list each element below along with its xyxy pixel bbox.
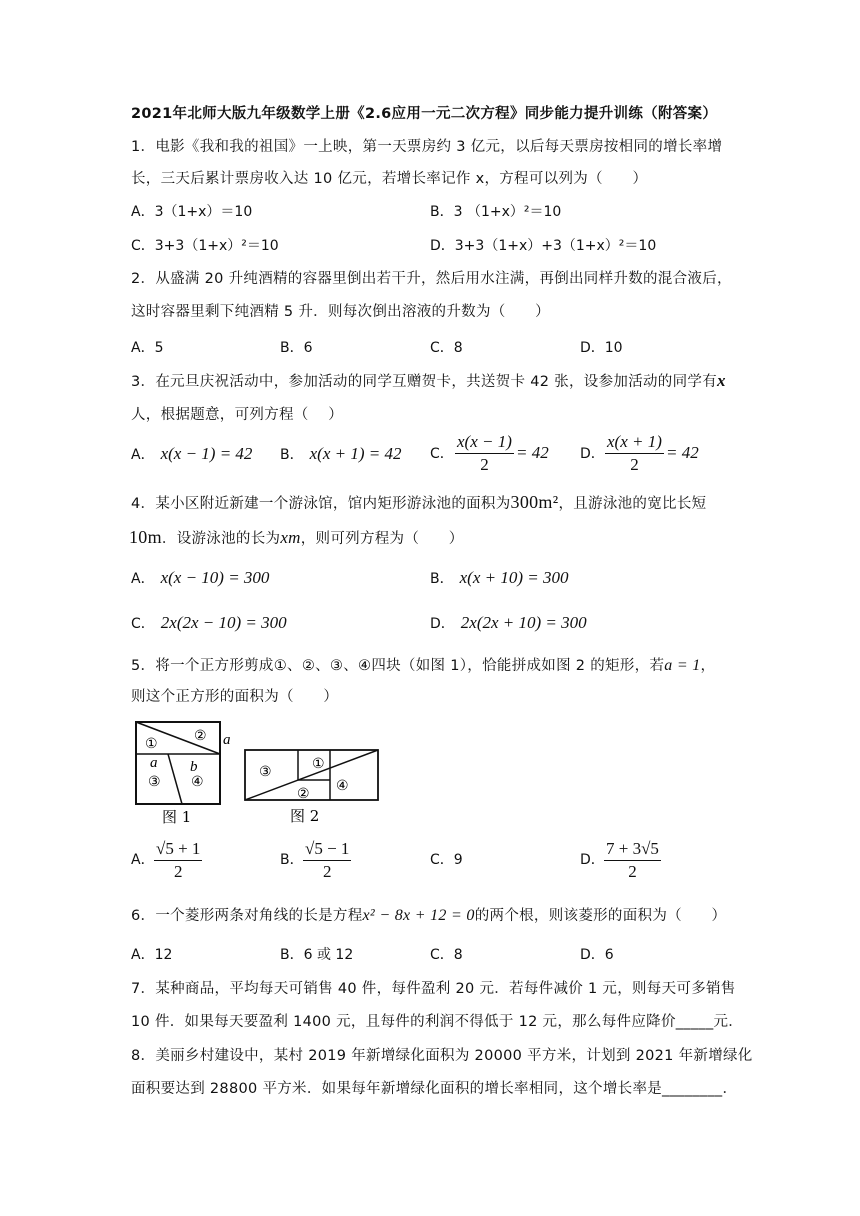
q7-stem-line2: 10 件．如果每天要盈利 1400 元，且每件的利润不得低于 12 元，那么每件应降价_____元． bbox=[131, 1014, 744, 1030]
q6-option-d: D．6 bbox=[580, 947, 614, 963]
q5-option-b-label: B． bbox=[280, 852, 304, 868]
q8-stem-line2: 面积要达到 28800 平方米．如果每年新增绿化面积的增长率相同，这个增长率是________． bbox=[131, 1081, 738, 1097]
q5-stem-text2: ， bbox=[700, 658, 716, 674]
q6-equation: x² − 8x + 12 = 0 bbox=[362, 907, 475, 924]
fig1-label-4: ④ bbox=[191, 774, 204, 790]
q4-option-a bbox=[131, 568, 269, 589]
q3-option-c-fraction bbox=[455, 432, 514, 475]
q3-option-b-label: B． bbox=[280, 447, 304, 463]
q3-option-c-denominator: 2 bbox=[480, 455, 489, 474]
q5-option-d-fraction bbox=[604, 839, 661, 882]
q4-stem-text2: ，且游泳池的宽比长短 bbox=[558, 496, 707, 512]
q4-option-a-math: x(x − 10) = 300 bbox=[160, 568, 270, 587]
q4-stem-line1 bbox=[131, 492, 706, 514]
fig1-label-b: b bbox=[190, 759, 198, 775]
fig2-caption: 图 2 bbox=[290, 807, 320, 825]
q6-option-a: A．12 bbox=[131, 947, 173, 963]
fig2-label-1: ① bbox=[312, 756, 325, 772]
q6-option-b: B．6 或 12 bbox=[280, 947, 354, 963]
q3-option-d-denominator: 2 bbox=[630, 455, 639, 474]
q4-area: 300m² bbox=[510, 492, 559, 512]
q4-option-a-label: A． bbox=[131, 571, 155, 587]
q3-option-a-label: A． bbox=[131, 447, 155, 463]
q5-option-c: C．9 bbox=[430, 852, 463, 868]
fig1-label-1: ① bbox=[145, 736, 158, 752]
fig2-label-4: ④ bbox=[336, 778, 349, 794]
q8-stem-line1: 8．美丽乡村建设中，某村 2019 年新增绿化面积为 20000 平方米，计划到 2021 年新增绿化 bbox=[131, 1048, 753, 1064]
q5-figure-1 bbox=[128, 716, 240, 828]
q4-stem-line2 bbox=[129, 527, 464, 549]
fig2-label-3: ③ bbox=[259, 764, 272, 780]
q4-option-c bbox=[131, 613, 287, 634]
fig1-caption: 图 1 bbox=[162, 808, 192, 826]
q1-option-c: C．3+3（1+x）²＝10 bbox=[131, 238, 279, 254]
q4-option-d bbox=[430, 613, 587, 634]
q5-option-d-denominator: 2 bbox=[628, 862, 637, 881]
q6-option-c: C．8 bbox=[430, 947, 463, 963]
q5-option-a-numerator: √5 + 1 bbox=[154, 839, 202, 861]
q4-option-d-math: 2x(2x + 10) = 300 bbox=[460, 613, 587, 632]
q4-option-b-math: x(x + 10) = 300 bbox=[459, 568, 569, 587]
q4-length: 10m bbox=[129, 527, 162, 547]
q7-stem-line1: 7．某种商品，平均每天可销售 40 件，每件盈利 20 元．若每件减价 1 元，则每天可多销售 bbox=[131, 981, 736, 997]
q3-stem-text: 3．在元旦庆祝活动中，参加活动的同学互赠贺卡，共送贺卡 42 张，设参加活动的同学有 bbox=[131, 374, 717, 390]
q4-option-d-label: D． bbox=[430, 616, 455, 632]
q5-option-b-fraction bbox=[303, 839, 351, 882]
q1-option-b: B．3 （1+x）²＝10 bbox=[430, 204, 562, 220]
q5-stem-line2: 则这个正方形的面积为（ ） bbox=[131, 689, 339, 705]
q5-condition: a = 1 bbox=[664, 657, 701, 674]
q4-stem-text1: 4．某小区附近新建一个游泳馆，馆内矩形游泳池的面积为 bbox=[131, 496, 511, 512]
q5-option-b-denominator: 2 bbox=[322, 862, 332, 881]
q1-option-a: A．3（1+x）＝10 bbox=[131, 204, 253, 220]
q4-option-b-label: B． bbox=[430, 571, 454, 587]
q5-option-a-denominator: 2 bbox=[173, 862, 183, 881]
q5-option-a-fraction bbox=[154, 839, 202, 882]
q3-stem-line2: 人，根据题意，可列方程（ ） bbox=[131, 407, 344, 423]
fig1-label-3: ③ bbox=[148, 774, 161, 790]
q3-option-c-numerator: x(x − 1) bbox=[455, 432, 514, 454]
q3-option-a-math: x(x − 1) = 42 bbox=[160, 444, 253, 463]
q3-option-c-rhs: = 42 bbox=[516, 443, 549, 462]
q2-option-b: B．6 bbox=[280, 340, 313, 356]
q3-variable: x bbox=[717, 371, 726, 390]
document-title: 2021年北师大版九年级数学上册《2.6应用一元二次方程》同步能力提升训练（附答案） bbox=[131, 106, 718, 122]
q5-option-d-numerator: 7 + 3√5 bbox=[604, 839, 661, 861]
q6-stem-text2: 的两个根，则该菱形的面积为（ ） bbox=[474, 908, 727, 924]
q2-option-c: C．8 bbox=[430, 340, 463, 356]
q4-var: xm bbox=[280, 528, 301, 547]
q3-option-b bbox=[280, 444, 401, 465]
q3-option-b-math: x(x + 1) = 42 bbox=[309, 444, 402, 463]
q5-figure-2 bbox=[240, 746, 385, 828]
q3-option-a bbox=[131, 444, 252, 465]
q2-option-d: D．10 bbox=[580, 340, 623, 356]
q2-stem-line1: 2．从盛满 20 升纯酒精的容器里倒出若干升，然后用水注满，再倒出同样升数的混合液后， bbox=[131, 271, 732, 287]
q5-stem-line1 bbox=[131, 656, 715, 676]
q4-option-c-label: C． bbox=[131, 616, 155, 632]
q5-option-a-label: A． bbox=[131, 852, 155, 868]
q2-option-a: A．5 bbox=[131, 340, 164, 356]
q6-stem-text1: 6．一个菱形两条对角线的长是方程 bbox=[131, 908, 363, 924]
q1-stem-line1: 1．电影《我和我的祖国》一上映，第一天票房约 3 亿元，以后每天票房按相同的增长率增 bbox=[131, 139, 723, 155]
q4-stem-text3: ．设游泳池的长为 bbox=[161, 531, 281, 547]
fig1-label-a-side: a bbox=[223, 732, 231, 748]
q5-option-b-numerator: √5 − 1 bbox=[303, 839, 351, 861]
q1-stem-line2: 长，三天后累计票房收入达 10 亿元，若增长率记作 x，方程可以列为（ ） bbox=[131, 171, 648, 187]
q5-option-d-label: D． bbox=[580, 852, 605, 868]
q4-option-c-math: 2x(2x − 10) = 300 bbox=[160, 613, 287, 632]
fig2-label-2: ② bbox=[297, 786, 310, 802]
q3-stem-line1 bbox=[131, 371, 726, 392]
q4-stem-text4: ，则可列方程为（ ） bbox=[300, 531, 464, 547]
q6-stem-line1 bbox=[131, 906, 726, 926]
q3-option-d-numerator: x(x + 1) bbox=[605, 432, 664, 454]
fig1-label-2: ② bbox=[194, 728, 207, 744]
q3-option-c-label: C． bbox=[430, 446, 454, 462]
q3-option-d-label: D． bbox=[580, 446, 605, 462]
q1-option-d: D．3+3（1+x）+3（1+x）²＝10 bbox=[430, 238, 657, 254]
q4-option-b bbox=[430, 568, 568, 589]
q3-option-d-fraction bbox=[605, 432, 664, 475]
q2-stem-line2: 这时容器里剩下纯酒精 5 升．则每次倒出溶液的升数为（ ） bbox=[131, 304, 550, 320]
fig1-label-a: a bbox=[150, 755, 158, 771]
q5-stem-text1: 5．将一个正方形剪成①、②、③、④四块（如图 1），恰能拼成如图 2 的矩形，若 bbox=[131, 658, 665, 674]
q3-option-d-rhs: = 42 bbox=[666, 443, 699, 462]
